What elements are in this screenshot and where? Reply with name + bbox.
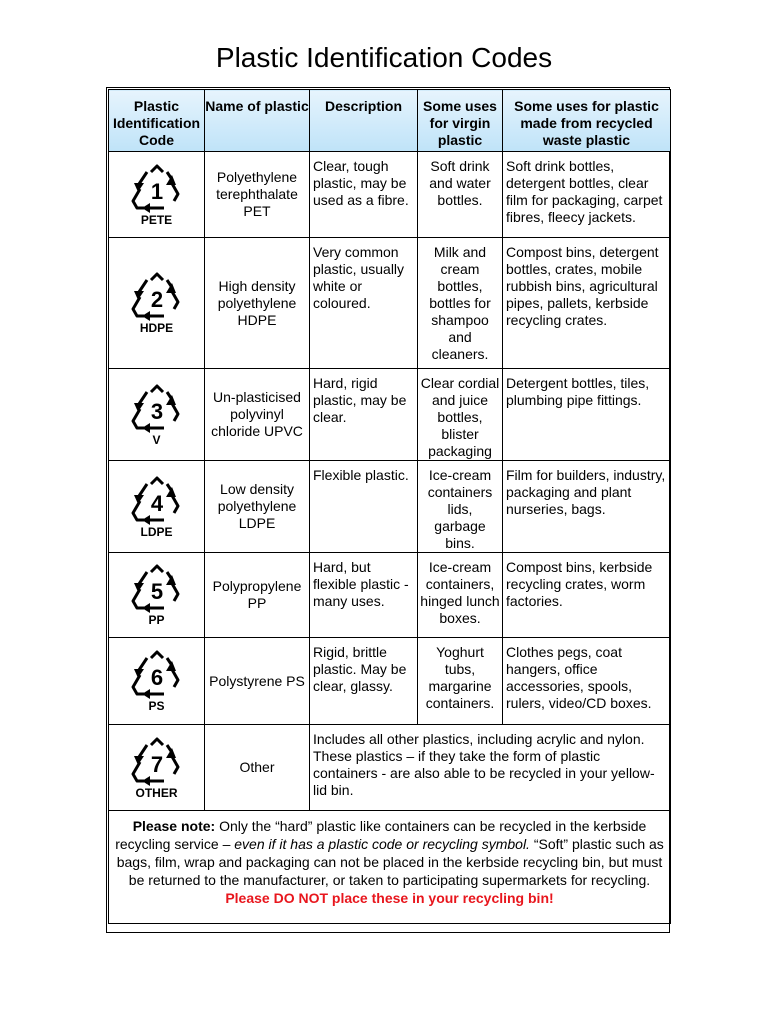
code-abbreviation: PETE bbox=[140, 212, 173, 227]
description-cell: Hard, but flexible plastic - many uses. bbox=[310, 553, 418, 638]
recycled-uses-cell: Clothes pegs, coat hangers, office accessories, spools, rulers, video/CD boxes. bbox=[503, 638, 671, 725]
recycled-uses-cell: Compost bins, kerbside recycling crates, worm factories. bbox=[503, 553, 671, 638]
symbol-number: 6 bbox=[150, 665, 163, 690]
symbol-number: 2 bbox=[150, 287, 163, 312]
table-row bbox=[109, 238, 671, 369]
table-row bbox=[109, 553, 671, 638]
symbol-number: 4 bbox=[150, 490, 163, 516]
recycling-symbol-icon bbox=[130, 271, 184, 321]
recycling-symbol-icon bbox=[130, 736, 184, 786]
plastic-name: Other bbox=[205, 725, 310, 811]
plastic-codes-table bbox=[108, 89, 671, 924]
plastic-name: Polystyrene PS bbox=[205, 638, 310, 725]
note-text-2: “Soft” plastic such as bags, film, wrap and packaging can not be placed in the kerbside recycling bin, but must be returned to the manufacturer, or taken to participating supermarkets for recycling. bbox=[116, 836, 664, 888]
table-row bbox=[109, 369, 671, 461]
symbol-number: 7 bbox=[150, 751, 163, 777]
table-row bbox=[109, 638, 671, 725]
code-abbreviation: OTHER bbox=[135, 785, 178, 800]
virgin-uses-cell: Yoghurt tubs, margarine containers. bbox=[418, 638, 503, 725]
warning-text: Please DO NOT place these in your recycling bin! bbox=[225, 890, 554, 906]
code-cell bbox=[109, 461, 205, 553]
recycling-symbol-icon bbox=[130, 649, 184, 699]
recycling-symbol-icon bbox=[130, 475, 184, 525]
recycled-uses-cell: Soft drink bottles, detergent bottles, clear film for packaging, carpet fibres, fleecy jackets. bbox=[503, 152, 671, 238]
description-cell: Flexible plastic. bbox=[310, 461, 418, 553]
note-label: Please note: bbox=[132, 818, 216, 834]
plastic-name: Polyethylene terephthalate PET bbox=[205, 152, 310, 238]
plastic-name: Un-plasticised polyvinyl chloride UPVC bbox=[205, 369, 310, 461]
header-name: Name of plastic bbox=[205, 90, 310, 152]
description-cell: Clear, tough plastic, may be used as a fibre. bbox=[310, 152, 418, 238]
recycled-uses-cell: Detergent bottles, tiles, plumbing pipe fittings. bbox=[503, 369, 671, 461]
note-text: Only the “hard” plastic like containers can be recycled in the kerbside recycling service – bbox=[115, 818, 647, 852]
recycling-symbol-icon bbox=[130, 163, 184, 213]
description-cell: Rigid, brittle plastic. May be clear, glassy. bbox=[310, 638, 418, 725]
symbol-number: 5 bbox=[150, 579, 163, 604]
virgin-uses-cell: Clear cordial and juice bottles, blister packaging bbox=[418, 369, 503, 461]
description-cell: Very common plastic, usually white or coloured. bbox=[310, 238, 418, 369]
plastic-name: Polypropylene PP bbox=[205, 553, 310, 638]
code-cell bbox=[109, 238, 205, 369]
code-cell bbox=[109, 152, 205, 238]
recycling-symbol-icon bbox=[130, 383, 184, 433]
code-abbreviation: LDPE bbox=[140, 524, 173, 539]
symbol-number: 3 bbox=[150, 398, 163, 424]
plastic-name: High density polyethylene HDPE bbox=[205, 238, 310, 369]
header-virgin-uses: Some uses for virgin plastic bbox=[418, 90, 503, 152]
table-row bbox=[109, 152, 671, 238]
description-cell: Includes all other plastics, including acrylic and nylon. These plastics – if they take the form of plastic containers - are also able to be recycled in your yellow-lid bin. bbox=[310, 725, 671, 811]
note-row bbox=[109, 811, 671, 924]
symbol-number: 1 bbox=[150, 178, 163, 204]
note-box bbox=[109, 811, 671, 924]
description-cell: Hard, rigid plastic, may be clear. bbox=[310, 369, 418, 461]
note-italic: even if it has a plastic code or recycling symbol. bbox=[234, 836, 530, 852]
code-cell bbox=[109, 725, 205, 811]
code-cell bbox=[109, 638, 205, 725]
table-row bbox=[109, 461, 671, 553]
recycling-symbol-icon bbox=[130, 563, 184, 613]
recycled-uses-cell: Compost bins, detergent bottles, crates, mobile rubbish bins, agricultural pipes, pallets, kerbside recycling crates. bbox=[503, 238, 671, 369]
code-abbreviation: PS bbox=[148, 699, 165, 713]
code-abbreviation: PP bbox=[148, 613, 165, 627]
code-abbreviation: V bbox=[152, 432, 161, 447]
virgin-uses-cell: Ice-cream containers, hinged lunch boxes. bbox=[418, 553, 503, 638]
virgin-uses-cell: Soft drink and water bottles. bbox=[418, 152, 503, 238]
code-cell bbox=[109, 369, 205, 461]
header-description: Description bbox=[310, 90, 418, 152]
header-code: Plastic Identification Code bbox=[109, 90, 205, 152]
table-row bbox=[109, 725, 671, 811]
header-recycled-uses: Some uses for plastic made from recycled waste plastic bbox=[503, 90, 671, 152]
header-row bbox=[109, 90, 671, 152]
recycled-uses-cell: Film for builders, industry, packaging and plant nurseries, bags. bbox=[503, 461, 671, 553]
virgin-uses-cell: Ice-cream containers lids, garbage bins. bbox=[418, 461, 503, 553]
page-title: Plastic Identification Codes bbox=[215, 42, 553, 73]
code-abbreviation: HDPE bbox=[139, 321, 174, 335]
virgin-uses-cell: Milk and cream bottles, bottles for shampoo and cleaners. bbox=[418, 238, 503, 369]
code-cell bbox=[109, 553, 205, 638]
plastic-name: Low density polyethylene LDPE bbox=[205, 461, 310, 553]
